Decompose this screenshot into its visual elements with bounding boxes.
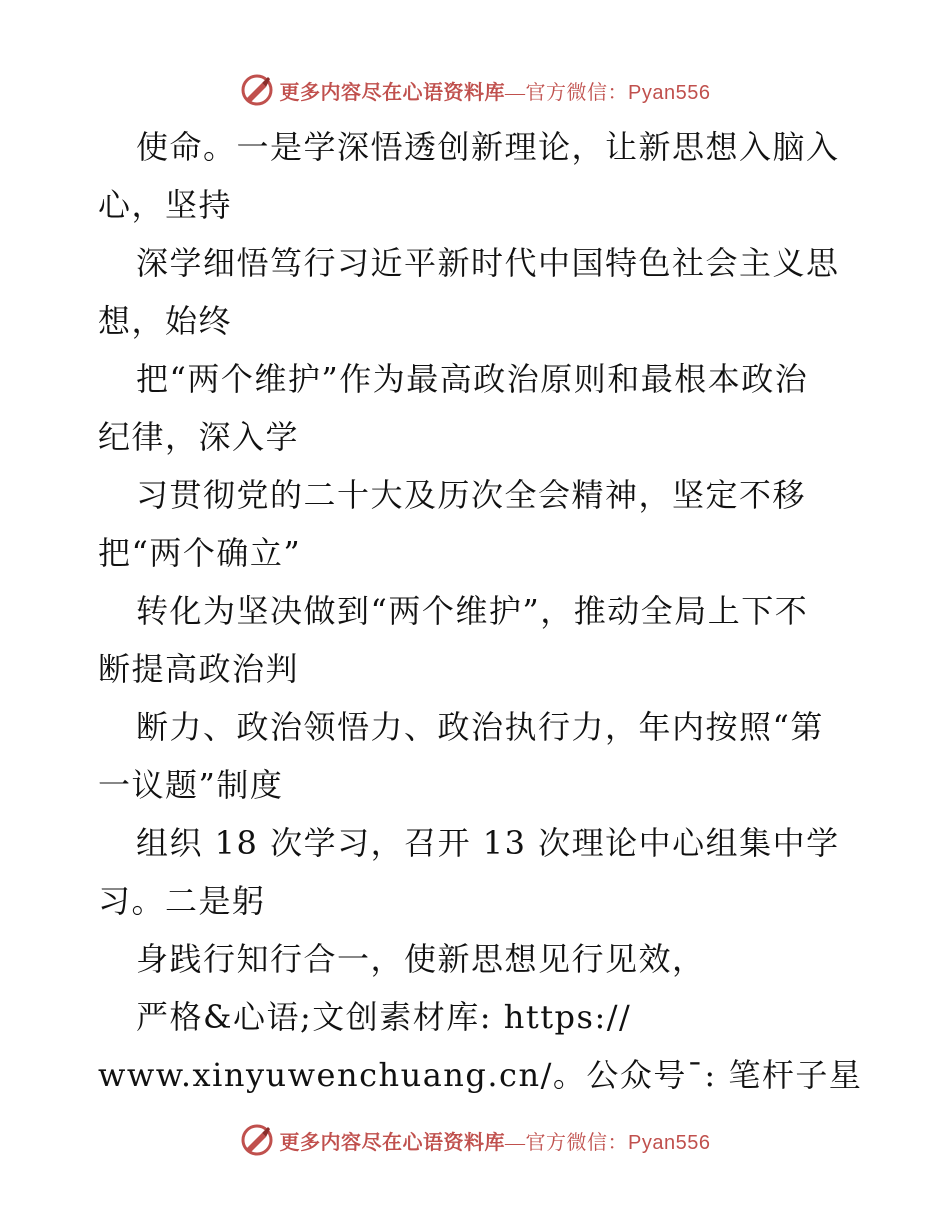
header-watermark-banner bbox=[0, 70, 950, 110]
header-banner-main: 更多内容尽在心语资料库 bbox=[279, 81, 506, 104]
footer-banner-text bbox=[280, 1126, 711, 1155]
footer-banner-wechat-id: Pyan556 bbox=[628, 1131, 711, 1154]
body-line: 纪律，深入学 bbox=[98, 418, 300, 456]
header-banner-wechat-label: 官方微信： bbox=[525, 81, 629, 104]
header-banner-wechat-id: Pyan556 bbox=[628, 81, 711, 104]
body-line: 身践行知行合一，使新思想见行见效， bbox=[136, 940, 706, 978]
body-line-url: www.xinyuwenchuang.cn/。公众号¯: 笔杆子星 bbox=[98, 1056, 863, 1094]
document-body bbox=[98, 118, 863, 1104]
body-line: 一议题”制度 bbox=[98, 766, 284, 804]
pen-nib-logo-icon bbox=[240, 73, 274, 107]
body-line: 把“两个确立” bbox=[98, 534, 302, 572]
body-line: 心，坚持 bbox=[98, 186, 233, 224]
body-line: 断力、政治领悟力、政治执行力，年内按照“第 bbox=[136, 708, 824, 746]
body-line: 把“两个维护”作为最高政治原则和最根本政治 bbox=[136, 360, 809, 398]
body-line: 习。二是躬 bbox=[98, 882, 266, 920]
body-line: 组织 18 次学习，召开 13 次理论中心组集中学 bbox=[136, 824, 840, 862]
body-line: 深学细悟笃行习近平新时代中国特色社会主义思 bbox=[136, 244, 840, 282]
body-line: 习贯彻党的二十大及历次全会精神，坚定不移 bbox=[136, 476, 807, 514]
footer-banner-main: 更多内容尽在心语资料库 bbox=[279, 1131, 506, 1154]
body-line: 想，始终 bbox=[98, 302, 233, 340]
footer-watermark-banner bbox=[0, 1120, 950, 1160]
header-banner-text bbox=[280, 76, 711, 105]
body-line-url-prefix: 严格&心语;文创素材库: https:// bbox=[136, 998, 632, 1036]
body-line: 转化为坚决做到“两个维护”，推动全局上下不 bbox=[136, 592, 809, 630]
body-line: 断提高政治判 bbox=[98, 650, 300, 688]
pen-nib-logo-icon bbox=[240, 1123, 274, 1157]
body-line: 使命。一是学深悟透创新理论，让新思想入脑入 bbox=[136, 128, 840, 166]
footer-banner-separator: — bbox=[505, 1131, 526, 1154]
header-banner-separator: — bbox=[505, 81, 526, 104]
footer-banner-wechat-label: 官方微信： bbox=[525, 1131, 629, 1154]
